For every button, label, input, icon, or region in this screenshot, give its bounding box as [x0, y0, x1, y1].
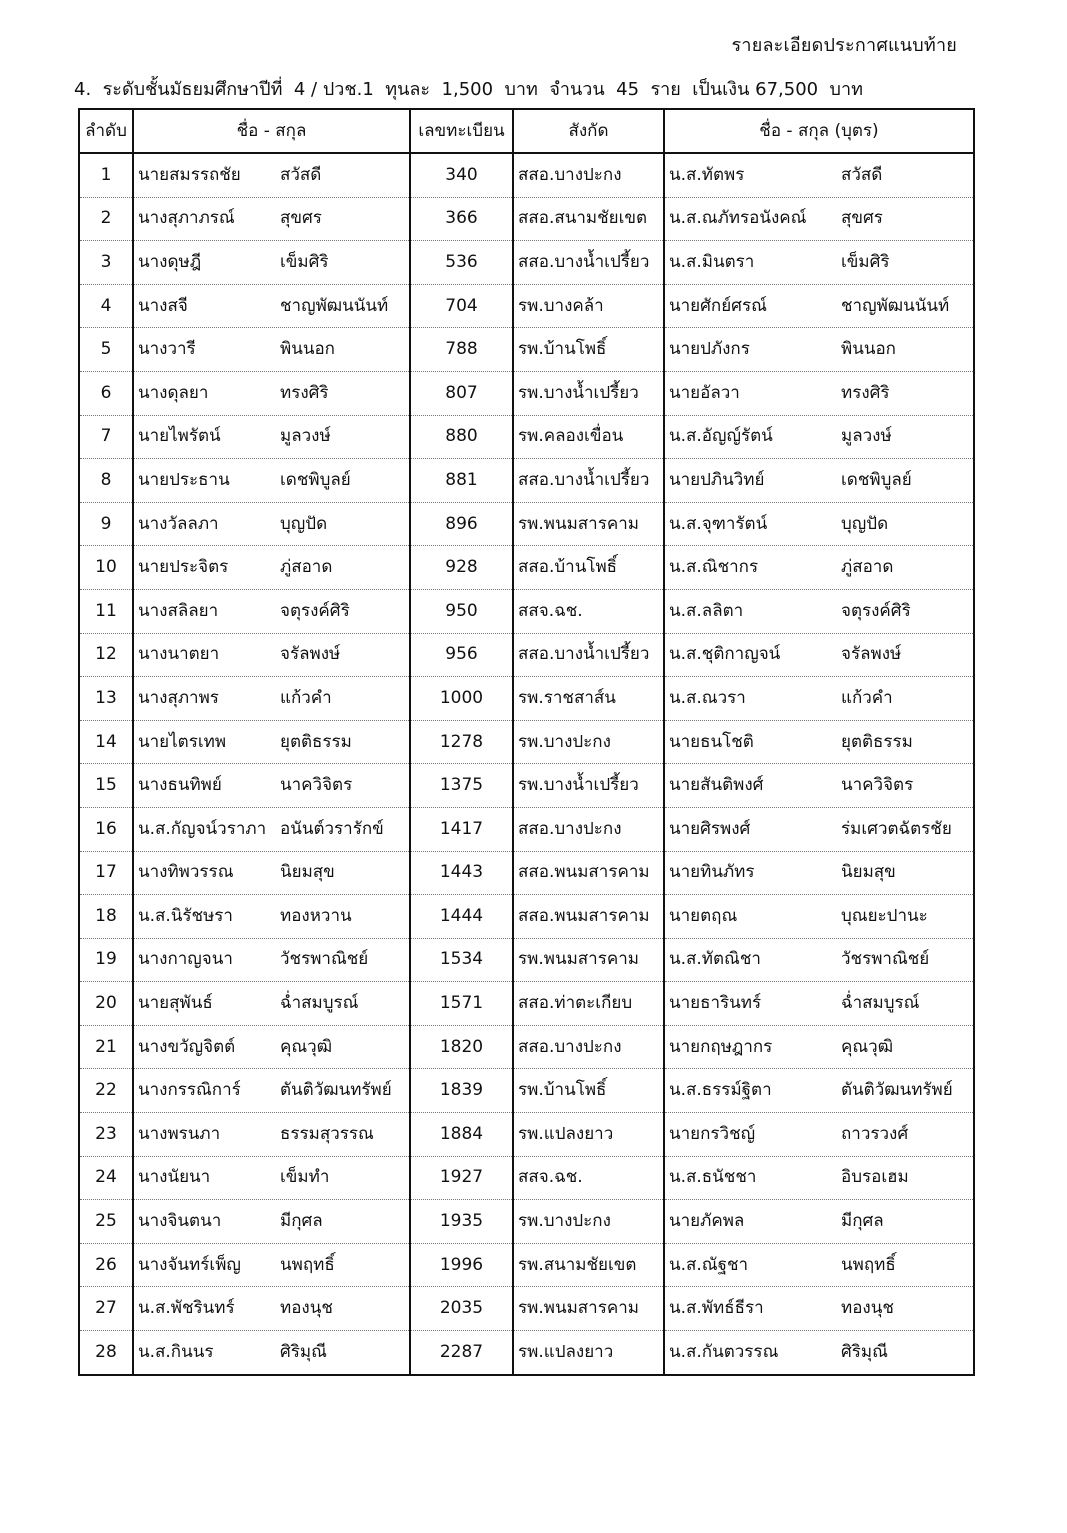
registration-number: 536	[410, 241, 513, 285]
agency: สสอ.พนมสารคาม	[513, 851, 664, 895]
table-row	[79, 328, 974, 372]
parent-last-name: คุณวุฒิ	[280, 1036, 333, 1057]
child-last-name: คุณวุฒิ	[841, 1036, 894, 1057]
table-row	[79, 415, 974, 459]
parent-first-name: น.ส.พัชรินทร์	[138, 1298, 235, 1319]
child-first-name: น.ส.ทัตพร	[669, 164, 745, 185]
row-number: 4	[79, 284, 133, 328]
child-last-name: มูลวงษ์	[841, 426, 892, 447]
child-last-name: นิยมสุข	[841, 862, 896, 883]
child-last-name: สุขศร	[841, 208, 883, 229]
child-name	[664, 589, 974, 633]
row-number: 24	[79, 1156, 133, 1200]
parent-name	[133, 241, 410, 285]
registration-number: 950	[410, 589, 513, 633]
agency: สสอ.บางน้ำเปรี้ยว	[513, 633, 664, 677]
registration-number: 896	[410, 502, 513, 546]
child-first-name: น.ส.ลลิตา	[669, 600, 744, 621]
child-first-name: นายศักย์ศรณ์	[669, 295, 767, 316]
parent-first-name: นายสมรรถชัย	[138, 164, 241, 185]
child-first-name: นายทินภัทร	[669, 862, 755, 883]
parent-name	[133, 1113, 410, 1157]
child-name	[664, 153, 974, 197]
table-row	[79, 502, 974, 546]
agency: รพ.บ้านโพธิ์	[513, 328, 664, 372]
child-name	[664, 807, 974, 851]
table-row	[79, 1287, 974, 1331]
agency: สสจ.ฉช.	[513, 589, 664, 633]
child-last-name: ทรงศิริ	[841, 382, 890, 403]
parent-first-name: นางสลิลยา	[138, 600, 219, 621]
header-registration: เลขทะเบียน	[410, 109, 513, 153]
agency: รพ.พนมสารคาม	[513, 1287, 664, 1331]
child-name	[664, 1287, 974, 1331]
registration-number: 788	[410, 328, 513, 372]
child-name	[664, 1331, 974, 1375]
registration-number: 880	[410, 415, 513, 459]
header-agency: สังกัด	[513, 109, 664, 153]
parent-last-name: บุญปัด	[280, 513, 328, 534]
parent-name	[133, 502, 410, 546]
child-last-name: มีกุศล	[841, 1211, 884, 1232]
table-row	[79, 153, 974, 197]
child-last-name: ถาวรวงศ์	[841, 1123, 909, 1144]
row-number: 17	[79, 851, 133, 895]
agency: รพ.แปลงยาว	[513, 1113, 664, 1157]
child-first-name: นายสันติพงศ์	[669, 775, 764, 796]
parent-name	[133, 1069, 410, 1113]
table-row	[79, 459, 974, 503]
row-number: 22	[79, 1069, 133, 1113]
parent-first-name: นางขวัญจิตต์	[138, 1036, 236, 1057]
parent-first-name: นายไพรัตน์	[138, 426, 221, 447]
child-last-name: ภู่สอาด	[841, 557, 894, 578]
agency: รพ.พนมสารคาม	[513, 502, 664, 546]
registration-number: 807	[410, 371, 513, 415]
child-last-name: พินนอก	[841, 339, 896, 360]
parent-name	[133, 720, 410, 764]
child-name	[664, 1243, 974, 1287]
registration-number: 1996	[410, 1243, 513, 1287]
parent-last-name: มูลวงษ์	[280, 426, 331, 447]
child-first-name: นายอัลวา	[669, 382, 740, 403]
table-row	[79, 807, 974, 851]
table-row	[79, 677, 974, 721]
row-number: 5	[79, 328, 133, 372]
parent-first-name: นางธนทิพย์	[138, 775, 222, 796]
parent-name	[133, 764, 410, 808]
parent-name	[133, 153, 410, 197]
registration-number: 2035	[410, 1287, 513, 1331]
child-name	[664, 677, 974, 721]
row-number: 28	[79, 1331, 133, 1375]
parent-first-name: นายไตรเทพ	[138, 731, 227, 752]
agency: รพ.บางน้ำเปรี้ยว	[513, 371, 664, 415]
table-row	[79, 197, 974, 241]
parent-name	[133, 807, 410, 851]
child-name	[664, 982, 974, 1026]
child-name	[664, 241, 974, 285]
row-number: 3	[79, 241, 133, 285]
table-row	[79, 1025, 974, 1069]
parent-last-name: นพฤทธิ์	[280, 1254, 335, 1275]
header-child-name: ชื่อ - สกุล (บุตร)	[664, 109, 974, 153]
table-row	[79, 851, 974, 895]
parent-first-name: น.ส.นิรัชษรา	[138, 905, 233, 926]
child-first-name: น.ส.ณิชากร	[669, 557, 759, 578]
parent-first-name: นางนาตยา	[138, 644, 220, 665]
agency: สสอ.ท่าตะเกียบ	[513, 982, 664, 1026]
parent-last-name: เดชพิบูลย์	[280, 469, 351, 490]
child-first-name: น.ส.จุฑารัตน์	[669, 513, 768, 534]
row-number: 10	[79, 546, 133, 590]
section-title: 4. ระดับชั้นมัธยมศึกษาปีที่ 4 / ปวช.1 ทุนละ 1,500 บาท จำนวน 45 ราย เป็นเงิน 67,500 บาท	[74, 79, 863, 100]
row-number: 19	[79, 938, 133, 982]
child-name	[664, 546, 974, 590]
parent-last-name: ชาญพัฒนนันท์	[280, 295, 389, 316]
registration-number: 1884	[410, 1113, 513, 1157]
child-last-name: จตุรงค์ศิริ	[841, 600, 911, 621]
child-name	[664, 284, 974, 328]
table-row	[79, 982, 974, 1026]
child-first-name: นายกรวิชญ์	[669, 1123, 756, 1144]
agency: รพ.บางน้ำเปรี้ยว	[513, 764, 664, 808]
parent-last-name: ศิริมุณี	[280, 1341, 327, 1362]
row-number: 2	[79, 197, 133, 241]
child-name	[664, 1200, 974, 1244]
row-number: 15	[79, 764, 133, 808]
child-name	[664, 459, 974, 503]
row-number: 7	[79, 415, 133, 459]
parent-name	[133, 1156, 410, 1200]
agency: รพ.แปลงยาว	[513, 1331, 664, 1375]
child-last-name: วัชรพาณิชย์	[841, 949, 930, 970]
parent-last-name: ทองนุช	[280, 1298, 333, 1319]
parent-name	[133, 371, 410, 415]
child-name	[664, 851, 974, 895]
parent-last-name: สุขศร	[280, 208, 322, 229]
child-first-name: น.ส.อัญญ์รัตน์	[669, 426, 773, 447]
parent-name	[133, 197, 410, 241]
table-row	[79, 633, 974, 677]
row-number: 8	[79, 459, 133, 503]
child-name	[664, 764, 974, 808]
child-last-name: สวัสดี	[841, 164, 883, 185]
parent-name	[133, 677, 410, 721]
agency: รพ.บางปะกง	[513, 1200, 664, 1244]
parent-last-name: อนันต์วรารักข์	[280, 818, 384, 839]
child-last-name: จรัลพงษ์	[841, 644, 902, 665]
scholarship-table	[78, 108, 975, 1376]
parent-name	[133, 459, 410, 503]
row-number: 1	[79, 153, 133, 197]
child-first-name: น.ส.มินตรา	[669, 251, 755, 272]
parent-first-name: นางสุภาภรณ์	[138, 208, 235, 229]
parent-name	[133, 546, 410, 590]
parent-name	[133, 1331, 410, 1375]
table-row	[79, 720, 974, 764]
registration-number: 366	[410, 197, 513, 241]
row-number: 11	[79, 589, 133, 633]
child-last-name: อิบรอเฮม	[841, 1167, 909, 1188]
parent-name	[133, 1200, 410, 1244]
child-first-name: น.ส.ณภัทรอนังคณ์	[669, 208, 807, 229]
agency: รพ.คลองเขื่อน	[513, 415, 664, 459]
table-row	[79, 284, 974, 328]
child-first-name: น.ส.ธรรม์ฐิตา	[669, 1080, 772, 1101]
parent-first-name: นางกรรณิการ์	[138, 1080, 241, 1101]
child-name	[664, 1069, 974, 1113]
child-name	[664, 415, 974, 459]
child-first-name: นายธนโชติ	[669, 731, 754, 752]
table-row	[79, 371, 974, 415]
parent-first-name: นางนัยนา	[138, 1167, 211, 1188]
parent-last-name: นาควิจิตร	[280, 775, 353, 796]
child-name	[664, 1113, 974, 1157]
registration-number: 1927	[410, 1156, 513, 1200]
parent-last-name: นิยมสุข	[280, 862, 335, 883]
child-first-name: นายศิรพงศ์	[669, 818, 751, 839]
agency: สสอ.บางปะกง	[513, 1025, 664, 1069]
child-name	[664, 371, 974, 415]
agency: สสอ.บางน้ำเปรี้ยว	[513, 241, 664, 285]
agency: สสอ.บางน้ำเปรี้ยว	[513, 459, 664, 503]
parent-first-name: น.ส.กัญจน์วราภา	[138, 818, 267, 839]
parent-last-name: ตันติวัฒนทรัพย์	[280, 1080, 392, 1101]
registration-number: 1839	[410, 1069, 513, 1113]
child-name	[664, 720, 974, 764]
child-last-name: นพฤทธิ์	[841, 1254, 896, 1275]
parent-first-name: นางดุษฎี	[138, 251, 202, 272]
registration-number: 1571	[410, 982, 513, 1026]
child-first-name: นายกฤษฎากร	[669, 1036, 773, 1057]
registration-number: 928	[410, 546, 513, 590]
row-number: 20	[79, 982, 133, 1026]
registration-number: 1278	[410, 720, 513, 764]
parent-name	[133, 633, 410, 677]
agency: รพ.พนมสารคาม	[513, 938, 664, 982]
parent-first-name: นางสจี	[138, 295, 188, 316]
child-last-name: ชาญพัฒนนันท์	[841, 295, 950, 316]
parent-first-name: นางกาญจนา	[138, 949, 233, 970]
agency: รพ.บางคล้า	[513, 284, 664, 328]
child-last-name: บุญปัด	[841, 513, 889, 534]
parent-name	[133, 938, 410, 982]
registration-number: 1443	[410, 851, 513, 895]
child-first-name: นายปภังกร	[669, 339, 750, 360]
row-number: 18	[79, 895, 133, 939]
parent-last-name: จตุรงค์ศิริ	[280, 600, 350, 621]
parent-first-name: นางดุลยา	[138, 382, 209, 403]
table-row	[79, 1331, 974, 1375]
parent-last-name: ฉ่ำสมบูรณ์	[280, 993, 359, 1014]
row-number: 21	[79, 1025, 133, 1069]
parent-first-name: นางจินตนา	[138, 1211, 222, 1232]
table-body	[79, 153, 974, 1375]
row-number: 12	[79, 633, 133, 677]
table-row	[79, 1243, 974, 1287]
header-no: ลำดับ	[79, 109, 133, 153]
row-number: 25	[79, 1200, 133, 1244]
parent-last-name: ธรรมสุวรรณ	[280, 1123, 374, 1144]
parent-name	[133, 589, 410, 633]
child-first-name: น.ส.กันตวรรณ	[669, 1341, 779, 1362]
agency: รพ.สนามชัยเขต	[513, 1243, 664, 1287]
child-first-name: น.ส.ธนัชชา	[669, 1167, 757, 1188]
child-name	[664, 938, 974, 982]
table-header	[79, 109, 974, 153]
header-name: ชื่อ - สกุล	[133, 109, 410, 153]
parent-name	[133, 1243, 410, 1287]
table-row	[79, 241, 974, 285]
parent-name	[133, 851, 410, 895]
parent-last-name: ทรงศิริ	[280, 382, 329, 403]
parent-name	[133, 1287, 410, 1331]
parent-first-name: นายประจิตร	[138, 557, 229, 578]
child-first-name: นายภัคพล	[669, 1211, 745, 1232]
row-number: 23	[79, 1113, 133, 1157]
row-number: 16	[79, 807, 133, 851]
registration-number: 1534	[410, 938, 513, 982]
child-first-name: นายธารินทร์	[669, 993, 762, 1014]
agency: สสอ.สนามชัยเขต	[513, 197, 664, 241]
child-first-name: น.ส.ณวรา	[669, 687, 746, 708]
child-last-name: ทองนุช	[841, 1298, 894, 1319]
row-number: 13	[79, 677, 133, 721]
registration-number: 704	[410, 284, 513, 328]
child-last-name: บุณยะปานะ	[841, 905, 928, 926]
table-row	[79, 546, 974, 590]
child-first-name: น.ส.ณัฐชา	[669, 1254, 749, 1275]
registration-number: 881	[410, 459, 513, 503]
attachment-note: รายละเอียดประกาศแนบท้าย	[731, 35, 957, 56]
child-first-name: นายตฤณ	[669, 905, 738, 926]
parent-first-name: นางวัลลภา	[138, 513, 219, 534]
parent-first-name: นางจันทร์เพ็ญ	[138, 1254, 241, 1275]
table-row	[79, 938, 974, 982]
parent-last-name: ภู่สอาด	[280, 557, 333, 578]
agency: สสอ.พนมสารคาม	[513, 895, 664, 939]
row-number: 14	[79, 720, 133, 764]
child-last-name: แก้วคำ	[841, 687, 893, 708]
registration-number: 2287	[410, 1331, 513, 1375]
child-last-name: ฉ่ำสมบูรณ์	[841, 993, 920, 1014]
parent-first-name: นายสุพันธ์	[138, 993, 213, 1014]
parent-last-name: วัชรพาณิชย์	[280, 949, 369, 970]
parent-last-name: จรัลพงษ์	[280, 644, 341, 665]
agency: สสอ.บางปะกง	[513, 153, 664, 197]
parent-first-name: นางพรนภา	[138, 1123, 221, 1144]
parent-name	[133, 895, 410, 939]
child-name	[664, 895, 974, 939]
parent-last-name: มีกุศล	[280, 1211, 323, 1232]
parent-name	[133, 328, 410, 372]
parent-first-name: นางวารี	[138, 339, 196, 360]
child-last-name: นาควิจิตร	[841, 775, 914, 796]
agency: รพ.บ้านโพธิ์	[513, 1069, 664, 1113]
registration-number: 1375	[410, 764, 513, 808]
parent-last-name: เข็มศิริ	[280, 251, 329, 272]
table-row	[79, 589, 974, 633]
child-last-name: ศิริมุณี	[841, 1341, 888, 1362]
row-number: 6	[79, 371, 133, 415]
parent-last-name: ทองหวาน	[280, 905, 352, 926]
child-name	[664, 502, 974, 546]
child-last-name: ยุตติธรรม	[841, 731, 913, 752]
registration-number: 1000	[410, 677, 513, 721]
registration-number: 340	[410, 153, 513, 197]
parent-name	[133, 1025, 410, 1069]
table-row	[79, 1156, 974, 1200]
child-first-name: น.ส.พัทธ์ธีรา	[669, 1298, 764, 1319]
child-last-name: เดชพิบูลย์	[841, 469, 912, 490]
child-name	[664, 1156, 974, 1200]
parent-last-name: แก้วคำ	[280, 687, 332, 708]
child-name	[664, 197, 974, 241]
table-row	[79, 764, 974, 808]
child-first-name: นายปภินวิทย์	[669, 469, 765, 490]
parent-name	[133, 982, 410, 1026]
agency: รพ.บางปะกง	[513, 720, 664, 764]
child-name	[664, 633, 974, 677]
parent-first-name: นางทิพวรรณ	[138, 862, 234, 883]
registration-number: 1935	[410, 1200, 513, 1244]
child-last-name: ตันติวัฒนทรัพย์	[841, 1080, 953, 1101]
registration-number: 1820	[410, 1025, 513, 1069]
parent-first-name: นางสุภาพร	[138, 687, 219, 708]
agency: สสจ.ฉช.	[513, 1156, 664, 1200]
table-row	[79, 1069, 974, 1113]
registration-number: 956	[410, 633, 513, 677]
agency: รพ.ราชสาส์น	[513, 677, 664, 721]
table-row	[79, 1200, 974, 1244]
child-name	[664, 1025, 974, 1069]
parent-last-name: พินนอก	[280, 339, 335, 360]
parent-name	[133, 284, 410, 328]
parent-first-name: นายประธาน	[138, 469, 230, 490]
agency: สสอ.บางปะกง	[513, 807, 664, 851]
row-number: 9	[79, 502, 133, 546]
parent-last-name: เข็มทำ	[280, 1167, 330, 1188]
registration-number: 1444	[410, 895, 513, 939]
child-first-name: น.ส.ทัตณิชา	[669, 949, 761, 970]
child-first-name: น.ส.ชุติกาญจน์	[669, 644, 781, 665]
child-last-name: เข็มศิริ	[841, 251, 890, 272]
agency: สสอ.บ้านโพธิ์	[513, 546, 664, 590]
parent-last-name: สวัสดี	[280, 164, 322, 185]
table-row	[79, 895, 974, 939]
child-name	[664, 328, 974, 372]
row-number: 26	[79, 1243, 133, 1287]
table-row	[79, 1113, 974, 1157]
child-last-name: ร่มเศวตฉัตรชัย	[841, 818, 952, 839]
parent-name	[133, 415, 410, 459]
header-row	[79, 109, 974, 153]
parent-first-name: น.ส.กินนร	[138, 1341, 214, 1362]
parent-last-name: ยุตติธรรม	[280, 731, 352, 752]
row-number: 27	[79, 1287, 133, 1331]
registration-number: 1417	[410, 807, 513, 851]
